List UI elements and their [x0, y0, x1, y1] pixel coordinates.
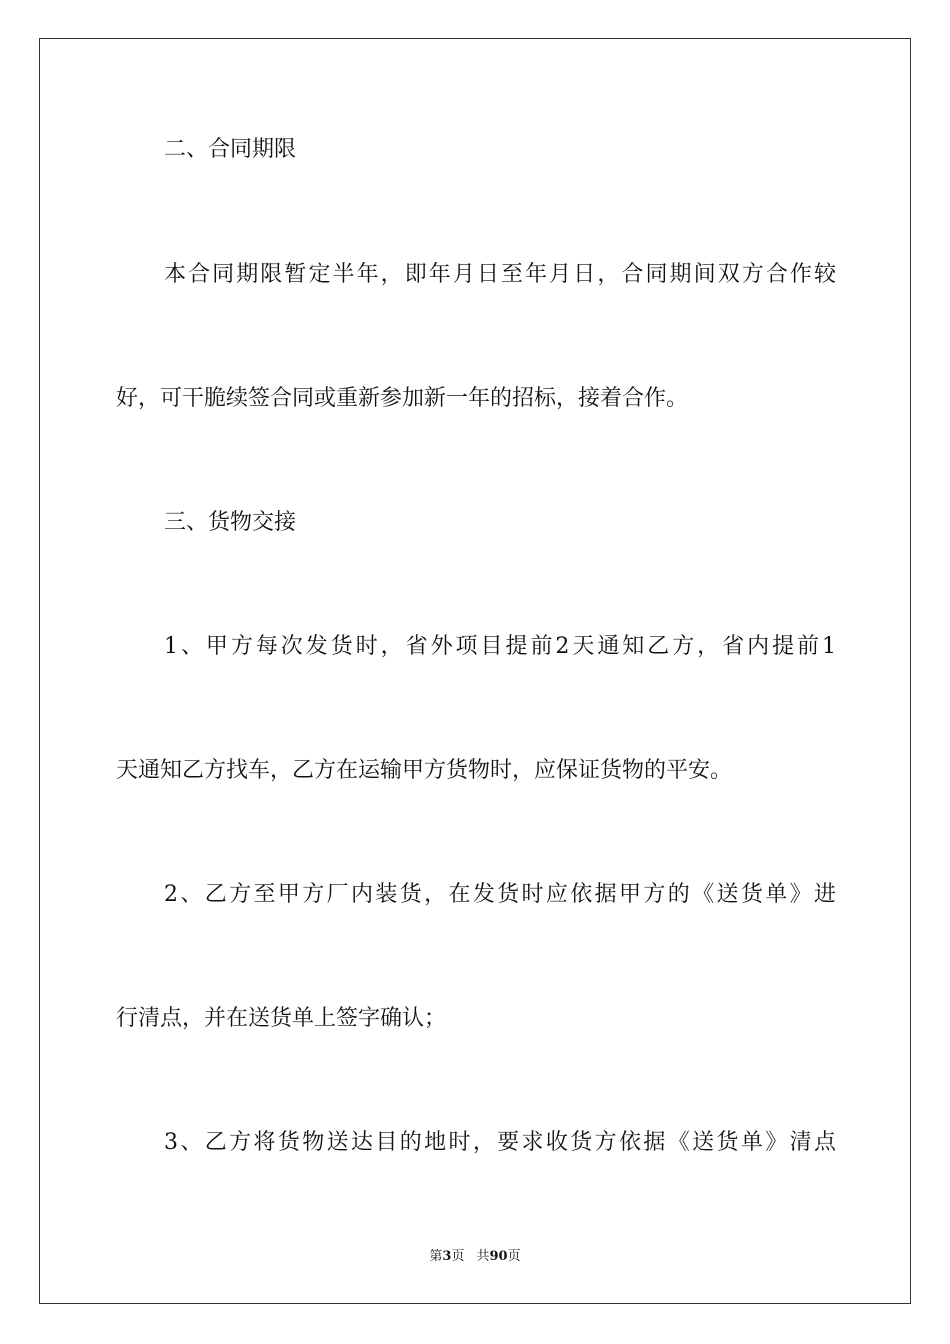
- paragraph-line: 本合同期限暂定半年，即年月日至年月日，合同期间双方合作较: [164, 262, 836, 287]
- page-border: [39, 38, 911, 1304]
- footer-page-prefix: 第: [429, 1249, 443, 1264]
- footer-total-prefix: 共: [476, 1249, 490, 1264]
- paragraph-line: 好，可干脆续签合同或重新参加新一年的招标，接着合作。: [116, 386, 689, 411]
- footer-page-current: 3: [442, 1249, 452, 1264]
- page-footer: [0, 1248, 950, 1266]
- footer-page-total: 90: [489, 1249, 508, 1264]
- paragraph-line: 行清点，并在送货单上签字确认；: [116, 1006, 447, 1031]
- footer-total-suffix: 页: [507, 1249, 521, 1264]
- footer-page-suffix: 页: [451, 1249, 465, 1264]
- paragraph-line: 天通知乙方找车，乙方在运输甲方货物时，应保证货物的平安。: [116, 758, 733, 783]
- section-heading-cargo-handover: 三、货物交接: [164, 510, 297, 535]
- paragraph-line: 3、乙方将货物送达目的地时，要求收货方依据《送货单》清点: [164, 1130, 836, 1155]
- section-heading-contract-term: 二、合同期限: [164, 137, 297, 162]
- paragraph-line: 2、乙方至甲方厂内装货，在发货时应依据甲方的《送货单》进: [164, 882, 836, 907]
- paragraph-line: 1、甲方每次发货时，省外项目提前2天通知乙方，省内提前1: [164, 634, 836, 659]
